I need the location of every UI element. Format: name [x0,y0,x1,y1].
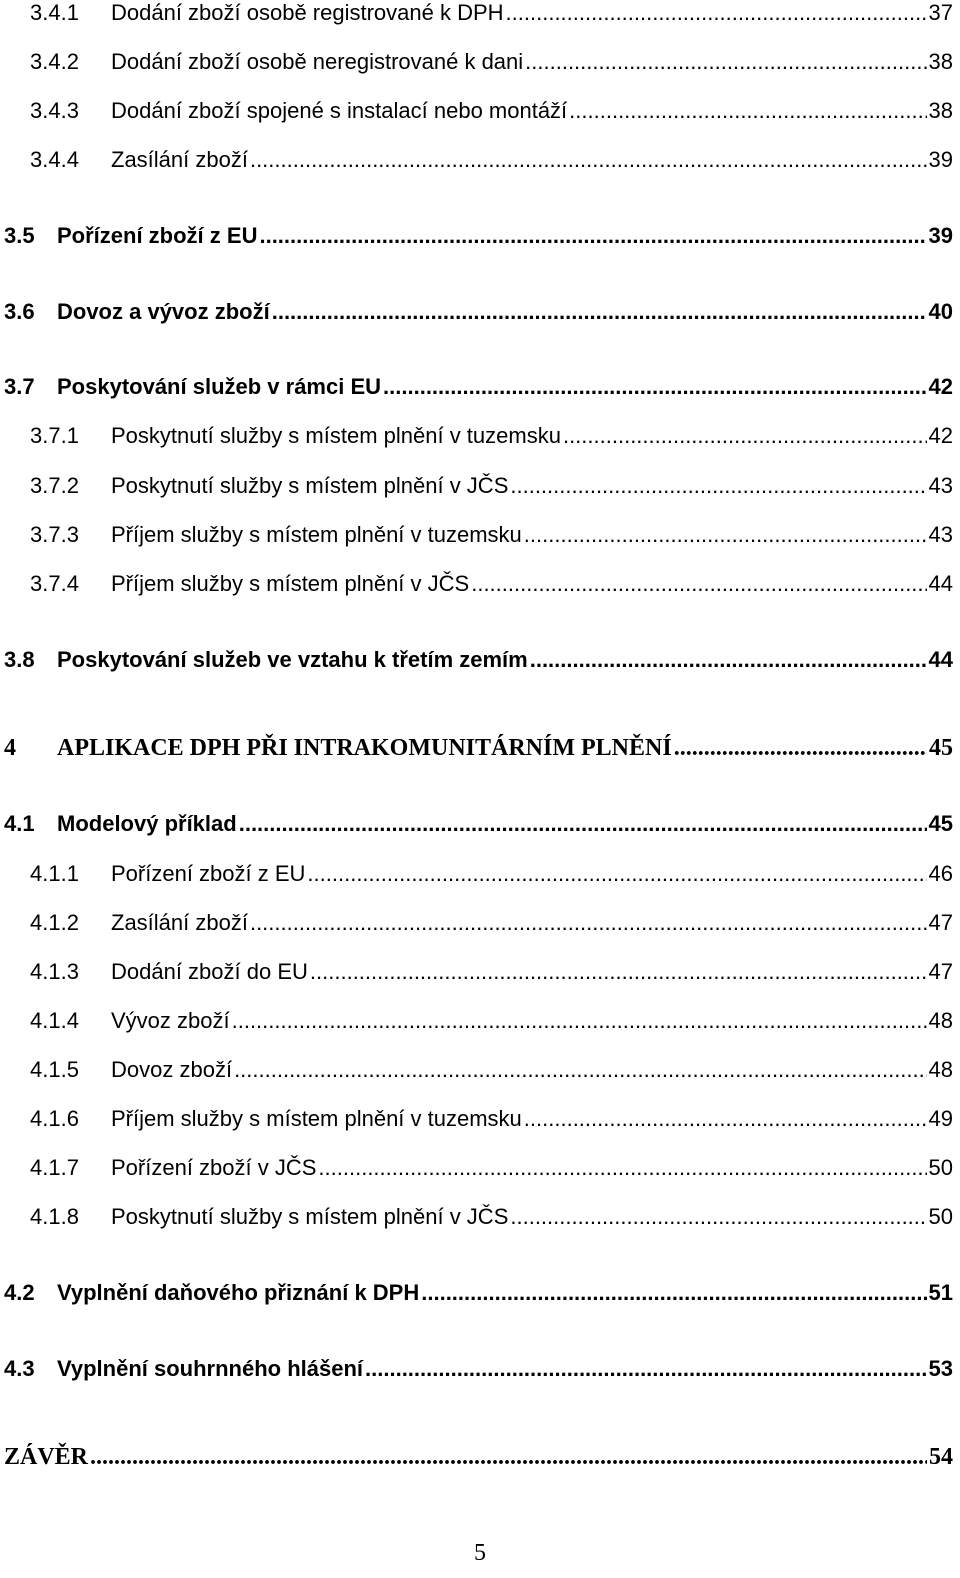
dot-leader [259,221,926,251]
dot-leader [383,372,926,402]
dot-leader [250,908,927,938]
dot-leader [90,1442,927,1472]
toc-entry[interactable] [0,471,953,501]
toc-entry[interactable] [0,1006,953,1036]
toc-entry-page: 48 [928,1008,953,1033]
toc-entry-title: Poskytování služeb v rámci EU [57,374,382,399]
toc-entry[interactable] [0,908,953,938]
toc-entry-title: Dodání zboží osobě registrované k DPH [111,0,504,25]
toc-entry[interactable] [0,421,953,451]
toc-entry-title: Příjem služby s místem plnění v JČS [111,571,470,596]
dot-leader [506,0,927,28]
toc-entry-number: 4.1.2 [30,910,79,935]
toc-entry-page: 39 [928,147,953,172]
toc-entry-page: 43 [928,473,953,498]
toc-entry-page: 47 [928,959,953,984]
toc-entry-title: Pořízení zboží z EU [57,223,258,248]
toc-entry-title: Vývoz zboží [111,1008,230,1033]
toc-entry-page: 50 [928,1204,953,1229]
dot-leader [510,1202,926,1232]
toc-entry-number: 3.6 [4,299,35,324]
toc-entry-title: Poskytnutí služby s místem plnění v JČS [111,1204,509,1229]
dot-leader [365,1354,927,1384]
toc-entry-title: Zasílání zboží [111,910,248,935]
toc-entry-page: 53 [928,1356,953,1381]
toc-entry-title: Poskytnutí služby s místem plnění v JČS [111,473,509,498]
toc-entry[interactable] [0,297,953,327]
toc-entry-title: Dodání zboží osobě neregistrované k dani [111,49,524,74]
toc-entry-title: Zasílání zboží [111,147,248,172]
toc-entry-number: 3.4.4 [30,147,79,172]
toc-entry[interactable] [0,47,953,77]
toc-entry[interactable] [0,520,953,550]
toc-entry-number: 3.4.1 [30,0,79,25]
toc-entry[interactable] [0,1354,953,1384]
toc-entry-page: 45 [929,735,953,761]
toc-entry[interactable] [0,1153,953,1183]
toc-entry-page: 38 [928,98,953,123]
toc-entry-number: 3.4.2 [30,49,79,74]
toc-entry[interactable] [0,957,953,987]
toc-entry-number: 3.7.3 [30,522,79,547]
toc-entry[interactable] [0,0,953,28]
toc-entry[interactable] [0,1104,953,1134]
toc-entry-page: 51 [928,1280,953,1305]
toc-entry-number: 4.3 [4,1356,35,1381]
toc-entry-title: Příjem služby s místem plnění v tuzemsku [111,522,522,547]
toc-entry-number: 4.1.4 [30,1008,79,1033]
dot-leader [530,645,927,675]
toc-entry-title: Vyplnění daňového přiznání k DPH [57,1280,420,1305]
toc-entry-page: 37 [928,0,953,25]
toc-entry-title: Poskytování služeb ve vztahu k třetím zemím [57,647,528,672]
toc-entry-number: 3.7.4 [30,571,79,596]
toc-entry[interactable] [0,569,953,599]
toc-entry-number: 3.8 [4,647,35,672]
toc-entry-number: 3.4.3 [30,98,79,123]
dot-leader [471,569,926,599]
toc-entry-number: 4.1.5 [30,1057,79,1082]
toc-entry-number: 4 [4,735,16,761]
toc-entry-number: 4.1.7 [30,1155,79,1180]
dot-leader [310,957,927,987]
toc-chapter-entry[interactable] [0,733,953,763]
toc-entry-number: 3.5 [4,223,35,248]
toc-entry-title: APLIKACE DPH PŘI INTRAKOMUNITÁRNÍM PLNĚNÍ [57,735,672,761]
toc-entry-page: 46 [928,861,953,886]
toc-conclusion-entry[interactable] [0,1442,953,1472]
toc-entry-page: 38 [928,49,953,74]
toc-entry-title: Dovoz a vývoz zboží [57,299,270,324]
toc-entry-title: Pořízení zboží z EU [111,861,306,886]
page-number: 5 [474,1540,486,1566]
toc-entry-page: 48 [928,1057,953,1082]
toc-entry-number: 3.7.2 [30,473,79,498]
dot-leader [569,96,926,126]
dot-leader [524,1104,927,1134]
toc-entry-title: Modelový příklad [57,811,237,836]
toc-entry[interactable] [0,1202,953,1232]
dot-leader [232,1006,927,1036]
toc-entry[interactable] [0,645,953,675]
toc-entry-page: 45 [928,811,953,836]
toc-entry[interactable] [0,859,953,889]
toc-entry-page: 42 [928,374,953,399]
dot-leader [525,47,926,77]
toc-entry-page: 49 [928,1106,953,1131]
toc-entry-number: 3.7 [4,374,35,399]
dot-leader [421,1278,926,1308]
dot-leader [674,733,927,763]
toc-entry-title: Vyplnění souhrnného hlášení [57,1356,364,1381]
toc-entry-number: 4.1 [4,811,35,836]
toc-entry-title: Pořízení zboží v JČS [111,1155,317,1180]
toc-entry-title: Příjem služby s místem plnění v tuzemsku [111,1106,522,1131]
toc-entry-page: 47 [928,910,953,935]
dot-leader [563,421,927,451]
toc-entry-number: 4.1.1 [30,861,79,886]
dot-leader [318,1153,926,1183]
toc-entry-title: ZÁVĚR [4,1444,89,1470]
toc-entry-title: Dodání zboží spojené s instalací nebo montáží [111,98,568,123]
toc-entry-number: 4.1.3 [30,959,79,984]
toc-entry-number: 4.2 [4,1280,35,1305]
toc-entry[interactable] [0,1278,953,1308]
toc-entry-page: 44 [928,647,953,672]
toc-entry-page: 43 [928,522,953,547]
toc-entry[interactable] [0,372,953,402]
dot-leader [510,471,926,501]
toc-entry[interactable] [0,809,953,839]
dot-leader [234,1055,926,1085]
dot-leader [250,145,927,175]
toc-entry[interactable] [0,1055,953,1085]
dot-leader [272,297,927,327]
toc-entry-page: 42 [928,423,953,448]
toc-entry-page: 44 [928,571,953,596]
toc-entry-title: Poskytnutí služby s místem plnění v tuzemsku [111,423,561,448]
toc-entry-page: 39 [928,223,953,248]
toc-entry[interactable] [0,221,953,251]
toc-entry[interactable] [0,145,953,175]
toc-entry-page: 40 [928,299,953,324]
toc-entry-number: 3.7.1 [30,423,79,448]
toc-entry[interactable] [0,96,953,126]
toc-entry-page: 50 [928,1155,953,1180]
toc-entry-title: Dodání zboží do EU [111,959,308,984]
toc-entry-page: 54 [929,1444,953,1470]
toc-entry-title: Dovoz zboží [111,1057,233,1082]
toc-entry-number: 4.1.8 [30,1204,79,1229]
dot-leader [524,520,927,550]
dot-leader [307,859,926,889]
toc-entry-number: 4.1.6 [30,1106,79,1131]
dot-leader [239,809,927,839]
